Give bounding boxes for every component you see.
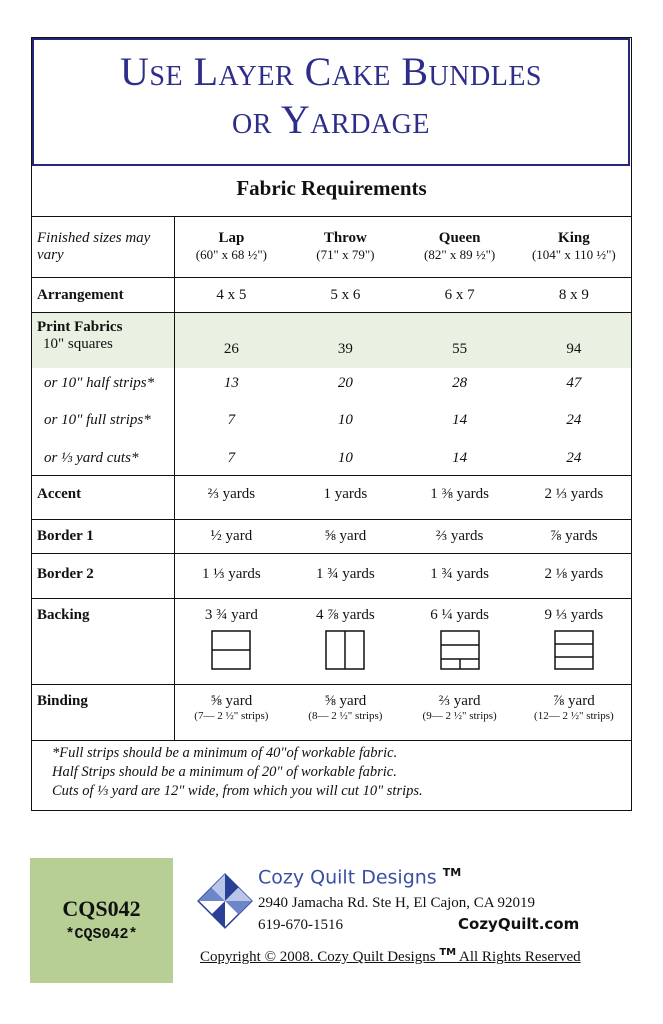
accent-row: Accent ⅔ yards 1 yards 1 ⅜ yards 2 ⅓ yards [32, 476, 631, 520]
footnotes [52, 744, 423, 801]
yard-cuts-row: or ⅓ yard cuts* 7 10 14 24 [32, 442, 631, 476]
col-lap: Lap (60" x 68 ½") [174, 216, 288, 278]
pattern-card [31, 37, 632, 811]
company-website[interactable]: CozyQuilt.com [458, 915, 580, 933]
requirements-table [32, 216, 631, 741]
footnote-2: Half Strips should be a minimum of 20" of workable fabric. [52, 764, 397, 780]
sizes-note: Finished sizes may vary [32, 216, 174, 278]
footnote-3: Cuts of ⅓ yard are 12" wide, from which you will cut 10" strips. [52, 783, 423, 799]
copyright-line: Copyright © 2008. Cozy Quilt Designs ™ All Rights Reserved [200, 947, 581, 965]
backing-diagram-queen [440, 630, 480, 670]
print-fabrics-squares-row: Print Fabrics 10" squares 26 39 55 94 [32, 313, 631, 368]
full-strips-row: or 10" full strips* 7 10 14 24 [32, 400, 631, 442]
arrangement-row: Arrangement 4 x 5 5 x 6 6 x 7 8 x 9 [32, 278, 631, 313]
backing-diagram-king [554, 630, 594, 670]
company-address: 2940 Jamacha Rd. Ste H, El Cajon, CA 92019 [258, 895, 536, 911]
binding-row: Binding ⅝ yard (7— 2 ½" strips) ⅝ yard (8— 2 ½" strips) ⅔ yard (9— 2 ½" strips) ⅞ yard (12— 2 ½" strips) [32, 685, 631, 741]
col-king: King (104" x 110 ½") [517, 216, 631, 278]
half-strips-row: or 10" half strips* 13 20 28 47 [32, 368, 631, 400]
print-fabrics-label: Print Fabrics [37, 319, 123, 335]
backing-diagram-throw [325, 630, 365, 670]
cozy-quilt-logo-icon [196, 872, 254, 930]
squares-label: 10" squares [43, 336, 113, 352]
title-box [32, 38, 630, 166]
pattern-code: CQS042 [62, 896, 141, 921]
backing-diagram-lap [211, 630, 251, 670]
title-line-2: or Yardage [232, 97, 430, 142]
pattern-code-box [30, 858, 173, 983]
backing-row: Backing 3 ¾ yard 4 ⅞ yards 6 ¼ yards 9 ⅓ yards [32, 599, 631, 685]
footnote-1: *Full strips should be a minimum of 40"of workable fabric. [52, 745, 398, 761]
barcode-text: *CQS042* [65, 926, 138, 943]
col-queen: Queen (82" x 89 ½") [403, 216, 517, 278]
size-header-row [32, 216, 631, 278]
border2-row: Border 2 1 ⅓ yards 1 ¾ yards 1 ¾ yards 2 ⅛ yards [32, 554, 631, 599]
company-phone: 619-670-1516 [258, 917, 343, 933]
border1-row: Border 1 ½ yard ⅝ yard ⅔ yards ⅞ yards [32, 520, 631, 554]
company-name: Cozy Quilt Designs ™ [258, 866, 462, 889]
fabric-requirements-heading: Fabric Requirements [32, 166, 631, 217]
title-line-1: Use Layer Cake Bundles [120, 49, 542, 94]
col-throw: Throw (71" x 79") [288, 216, 402, 278]
